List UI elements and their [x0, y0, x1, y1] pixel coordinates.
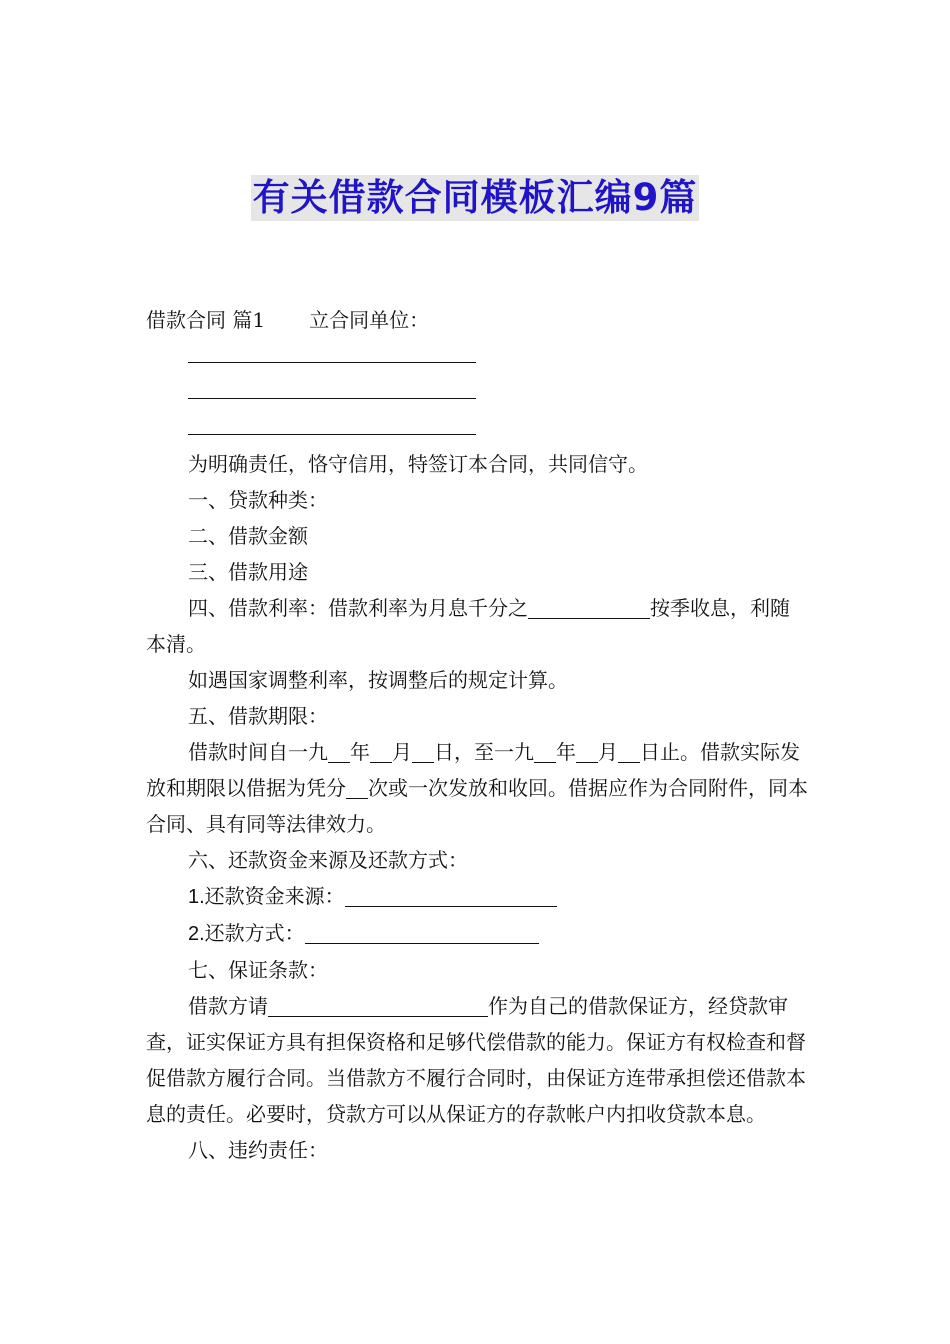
repayment-method: 2.还款方式： [146, 915, 808, 952]
clause-loan-term: 五、借款期限： [188, 704, 328, 728]
intro-paragraph: 为明确责任，恪守信用，特签订本合同，共同信守。 [188, 452, 648, 476]
clause-interest-rate: 四、借款利率：借款利率为月息千分之 按季收息，利随本清。 [146, 596, 790, 656]
rate-adjustment-paragraph: 如遇国家调整利率，按调整后的规定计算。 [188, 668, 568, 692]
title-block [0, 175, 950, 221]
blank-line [146, 338, 808, 374]
blank-line [146, 374, 808, 410]
clause-loan-purpose: 三、借款用途 [188, 560, 308, 584]
contract-heading-label: 借款合同 篇1 [146, 308, 266, 332]
fill-blank [534, 740, 556, 763]
fill-blank [305, 921, 539, 944]
fill-blank [576, 740, 598, 763]
contracting-party-label: 立合同单位： [309, 308, 430, 332]
clause-guarantee: 七、保证条款： [188, 958, 328, 982]
document-body [146, 302, 808, 1168]
fill-blank [412, 740, 434, 763]
fill-blank [528, 596, 650, 619]
contract-heading [146, 302, 808, 338]
fill-blank [346, 776, 368, 799]
fill-blank [328, 740, 350, 763]
document-title: 有关借款合同模板汇编9篇 [252, 176, 698, 219]
blank-line [146, 410, 808, 446]
fill-blank [345, 884, 557, 907]
repayment-source: 1.还款资金来源： [146, 878, 808, 915]
guarantee-paragraph: 借款方请 作为自己的借款保证方，经贷款审查，证实保证方具有担保资格和足够代偿借款的能力。保证方有权检查和督促借款方履行合同。当借款方不履行合同时，由保证方连带承担偿还借款本息的责任。必要时，贷款方可以从保证方的存款帐户内扣收贷款本息。 [146, 994, 806, 1126]
clause-loan-type: 一、贷款种类： [188, 488, 328, 512]
fill-blank [370, 740, 392, 763]
fill-blank [618, 740, 640, 763]
clause-repayment: 六、还款资金来源及还款方式： [188, 848, 468, 872]
fill-blank [268, 994, 488, 1017]
clause-breach-liability: 八、违约责任： [188, 1138, 328, 1162]
term-paragraph: 借款时间自一九 年 月 日，至一九 年 月 日止。借款实际发放和期限以借据为凭分 次或一次发放和收回。借据应作为合同附件，同本合同、具有同等法律效力。 [146, 740, 808, 836]
clause-loan-amount: 二、借款金额 [188, 524, 308, 548]
